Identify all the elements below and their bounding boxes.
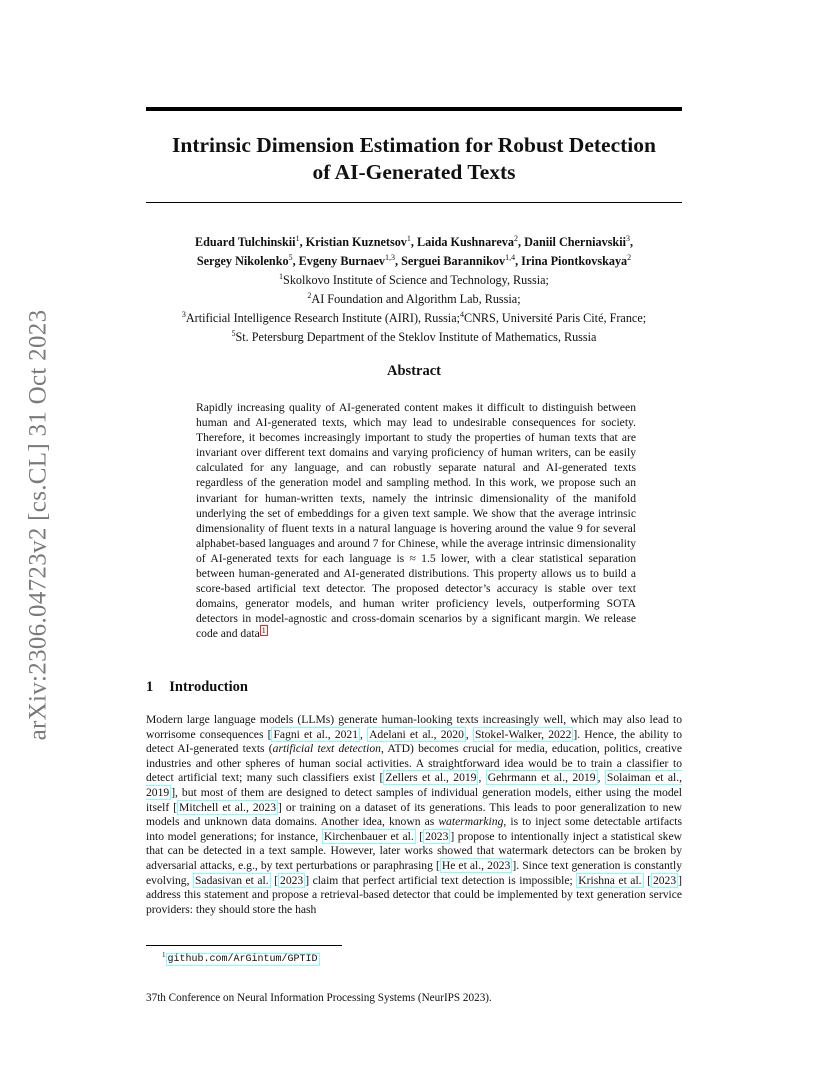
section-heading-introduction [146,679,248,696]
citation-link[interactable]: Stokel-Walker, 2022 [474,727,572,741]
citation-link[interactable]: 2023 [425,829,449,843]
title-line-2: of AI-Generated Texts [312,160,516,184]
section-title: Introduction [169,679,248,695]
author: Eduard Tulchinskii [194,235,296,250]
abstract-text: Rapidly increasing quality of AI-generated content makes it difficult to distinguish between human and AI-generated texts, which may lead to undesirable consequences for society. Therefore, it becomes increasingly important to study the properties of human texts that are invariant over different text domains and varying proficiency of human writers, can be easily calculated for any language, and can robustly separate natural and AI-generated texts regardless of the generation model and sampling method. In this work, we propose such an invariant for human-written texts, namely the intrinsic dimensionality of the manifold underlying the set of embeddings for a given text sample. We show that the average intrinsic dimensionality of fluent texts in a natural language is hovering around the value 9 for several alphabet-based languages and around 7 for Chinese, while the average intrinsic dimensionality of AI-generated texts for each language is ≈ 1.5 lower, with a clear statistical separation between human-generated and AI-generated distributions. This property allows us to build a score-based artificial text detector. The proposed detector’s accuracy is stable over text domains, generator models, and human writer proficiency levels, outperforming SOTA detectors in model-agnostic and cross-domain scenarios by a significant margin. We release code and data [196,401,636,641]
affiliation-sup: 1 [279,272,284,282]
author: Irina Piontkovskaya [521,254,628,269]
affiliation-text: Skolkovo Institute of Science and Technology, Russia; [283,273,549,288]
affiliation-text: CNRS, Université Paris Cité, France; [464,311,647,326]
affiliation-sup: 3 [181,310,186,320]
citation-link[interactable]: Sadasivan et al. [194,873,269,887]
title-line-1: Intrinsic Dimension Estimation for Robust Detection [172,133,656,157]
intro-text: ] propose to intentionally inject a statistical skew that can be detected in a text sample. However, later works showed that watermark detectors can be broken by adversarial attacks, e.g., by text perturbations or paraphrasing [ [146,829,682,872]
arxiv-identifier: arXiv:2306.04723v2 [cs.CL] 31 Oct 2023 [24,309,52,741]
section-number: 1 [146,679,154,695]
citation-link[interactable]: Zellers et al., 2019 [385,771,477,785]
intro-text: , [360,727,368,741]
citation-link[interactable]: 2023 [280,873,304,887]
citation-link[interactable]: Gehrmann et al., 2019 [487,771,596,785]
intro-text: , [597,771,605,785]
intro-text: [ [270,873,279,887]
author-names: Eduard Tulchinskii$^1$, Kristian Kuznetsov$^1$, Laida Kushnareva$^2$, Daniil Cherniavskii$^3$, Sergey Nikolenko$^5$, Evgeny Burnaev$^{1,3}$, Serguei Barannikov$^{1,4}$, Irina Piontkovskaya$^2$ [194,234,634,269]
affiliation-sup: 5 [231,329,236,339]
intro-text: ] address this statement and propose a retrieval-based detector that could be implemented by text generation service providers: they should store the hash [146,873,683,916]
github-link[interactable]: github.com/ArGintum/GPTID [167,954,318,966]
arxiv-sidebar [20,290,56,760]
author-sup: 1 [406,234,411,243]
affiliation-sup: 2 [307,291,312,301]
venue-note: 37th Conference on Neural Information Processing Systems (NeurIPS 2023). [146,992,492,1004]
affiliation [120,288,708,307]
footnote [162,951,320,965]
intro-emphasis: artificial text detection [272,742,381,756]
abstract-heading: Abstract [387,363,441,379]
affiliation-sup: 4 [460,310,464,320]
title-rule-top [146,107,682,111]
affiliation-text: AI Foundation and Algorithm Lab, Russia; [311,292,521,307]
citation-link[interactable]: Solaiman et al., 2019 [146,771,683,799]
affiliation [120,307,708,326]
author-sup: 2 [627,253,632,263]
author: Sergey Nikolenko [196,254,289,269]
intro-text: ]. Hence, the ability to detect AI-generated texts ( [146,727,683,756]
intro-text: [ [643,873,651,887]
affiliation-text: St. Petersburg Department of the Steklov Institute of Mathematics, Russia [235,330,597,345]
author-sup: 3 [625,234,630,243]
intro-emphasis: watermarking [438,815,504,829]
citation-link[interactable]: 2023 [652,873,677,887]
title-rule-bottom [146,202,682,203]
citation-link[interactable]: He et al., 2023 [441,858,511,872]
author: Daniil Cherniavskii [524,235,626,250]
intro-text: , [478,771,486,785]
author-sup: 2 [513,234,518,243]
affiliation-text: Artificial Intelligence Research Institute (AIRI), Russia; [185,311,460,326]
abstract-body [196,400,636,642]
footnote-link-1[interactable]: 1 [261,625,266,635]
intro-text: ] or training on a dataset of its generations. This leads to poor generalization to new models and unknown data domains. Another idea, known as [146,800,682,829]
citation-link[interactable]: Krishna et al. [578,873,642,887]
author-block [120,231,708,345]
author: Kristian Kuznetsov [305,235,407,250]
intro-text: ] claim that perfect artificial text detection is impossible; [305,873,577,887]
intro-text: , ATD) becomes crucial for media, education, politics, creative industries and other spheres of human social activities. A straightforward idea would be to train a classifier to detect artificial text; many such classifiers exist [ [146,742,683,785]
footnote-rule [146,945,342,946]
intro-text: Modern large language models (LLMs) generate human-looking texts increasingly well, which may also lead to worrisome consequences [ [146,713,682,741]
intro-text: , is to inject some detectable artifacts into model generations; for instance, [146,815,682,843]
intro-text: [ [415,829,424,843]
author: Laida Kushnareva [417,235,514,250]
author: Evgeny Burnaev [298,254,386,269]
citation-link[interactable]: Fagni et al., 2021 [273,727,359,741]
affiliation [120,326,708,345]
intro-text: , [465,727,473,741]
intro-text: ], but most of them are designed to detect samples of individual generation models, either using the model itself [ [146,785,682,814]
citation-link[interactable]: Mitchell et al., 2023 [179,800,277,814]
author-sup: 1 [295,234,300,243]
author-sup: 1,3 [385,253,396,263]
affiliation [120,269,708,288]
paper-title [146,132,682,186]
citation-link[interactable]: Kirchenbauer et al. [323,829,414,843]
citation-link[interactable]: Adelani et al., 2020 [369,727,464,741]
intro-text: ]. Since text generation is constantly evolving, [146,858,683,887]
author-sup: 5 [288,253,293,263]
author-sup: 1,4 [505,253,516,263]
intro-paragraph [146,713,682,917]
author: Serguei Barannikov [401,254,506,269]
footnote-mark: 1 [162,951,166,959]
